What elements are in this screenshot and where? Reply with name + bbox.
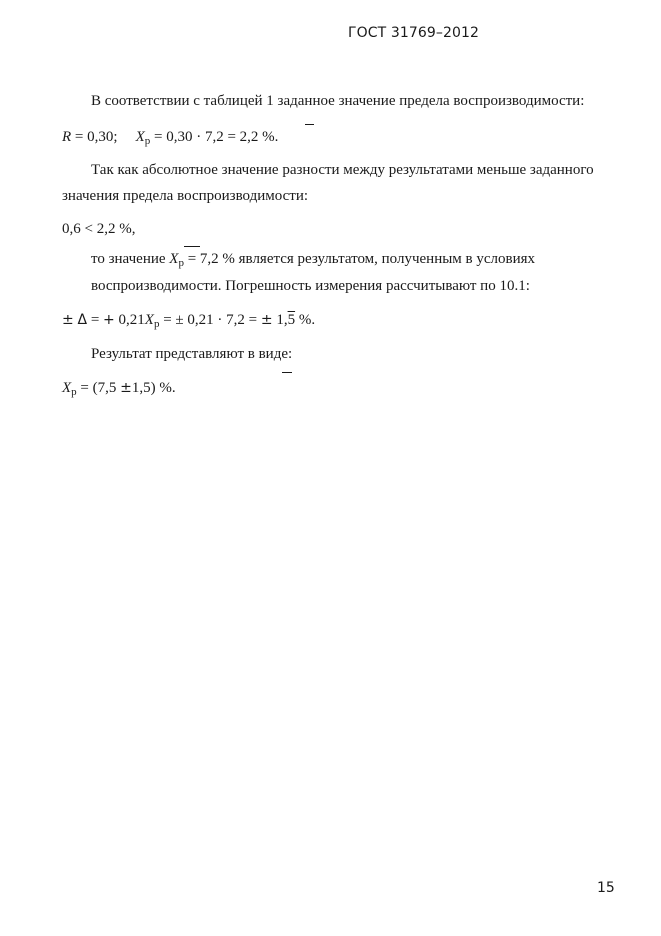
- paragraph-result-line2: воспроизводимости. Погрешность измерения рассчитывают по 10.1:: [91, 278, 530, 294]
- paragraph-difference-line1: Так как абсолютное значение разности между результатами меньше заданного: [91, 162, 594, 178]
- error-value-digit: 5: [287, 312, 296, 328]
- final-result-value: = (7,5: [76, 380, 121, 396]
- paragraph-result-line1: [91, 250, 535, 268]
- plus-sign: +: [103, 312, 115, 328]
- delta-symbol: Δ: [77, 312, 88, 328]
- error-coefficient: 0,21: [114, 312, 145, 328]
- formula-final-result: [62, 379, 176, 397]
- r-value: = 0,30;: [71, 129, 118, 145]
- x-subscript: p: [153, 318, 160, 330]
- result-prefix: то значение: [91, 251, 170, 267]
- final-result-error: 1,5) %.: [131, 380, 176, 396]
- x-symbol: X: [144, 312, 154, 328]
- overline-mark: [282, 372, 292, 373]
- equals-sign: =: [87, 312, 104, 328]
- x-subscript: p: [71, 386, 77, 398]
- x-symbol: X: [135, 129, 145, 145]
- error-value-unit: %.: [295, 312, 316, 328]
- page-number: 15: [597, 880, 615, 896]
- result-suffix: = 7,2 % является результатом, полученным в условиях: [183, 251, 536, 267]
- plus-minus-sign: ±: [260, 312, 273, 328]
- x-symbol: X: [169, 251, 179, 267]
- error-value-int: 1,: [272, 312, 288, 328]
- overline-mark: [305, 124, 314, 125]
- x-symbol: X: [62, 380, 72, 396]
- standard-header: ГОСТ 31769–2012: [348, 25, 479, 41]
- x-subscript: p: [178, 257, 184, 269]
- formula-error: [62, 311, 315, 329]
- overline-mark: [184, 246, 200, 247]
- x-subscript: p: [144, 135, 151, 147]
- paragraph-difference-line2: значения предела воспроизводимости:: [62, 188, 309, 204]
- paragraph-result-form: Результат представляют в виде:: [91, 346, 293, 362]
- reproducibility-calc: = 0,30 · 7,2 = 2,2 %.: [150, 129, 279, 145]
- plus-minus-sign: ±: [62, 312, 74, 328]
- formula-comparison: 0,6 < 2,2 %,: [62, 221, 136, 237]
- formula-reproducibility: [62, 128, 278, 146]
- plus-minus-sign: ±: [120, 380, 132, 396]
- error-calc: = ± 0,21 · 7,2 =: [159, 312, 261, 328]
- paragraph-reproducibility-limit: В соответствии с таблицей 1 заданное значение предела воспроизводимости:: [91, 93, 585, 109]
- r-symbol: R: [62, 129, 72, 145]
